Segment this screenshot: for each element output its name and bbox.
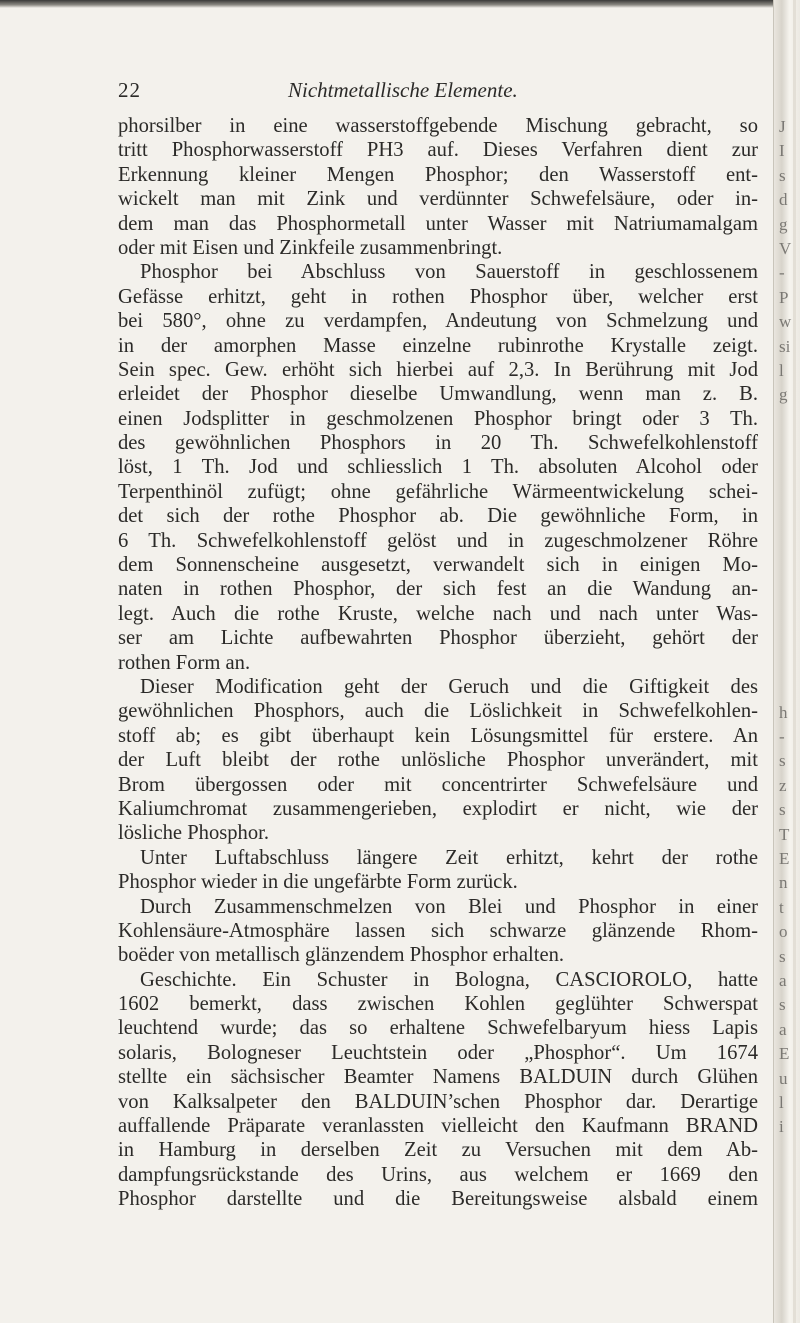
text-line: Dieser Modification geht der Geruch und die Giftigkeit des — [140, 675, 758, 698]
facing-page-fragment: o — [779, 922, 788, 942]
text-line: lösliche Phosphor. — [118, 822, 270, 845]
text-line: dampfungsrückstande des Urins, aus welchem er 1669 den — [118, 1163, 758, 1186]
text-line: naten in rothen Phosphor, der sich fest an die Wandung an- — [118, 578, 758, 601]
text-line: rothen Form an. — [118, 651, 251, 674]
text-line: erleidet der Phosphor dieselbe Umwandlung, wenn man z. B. — [118, 383, 758, 406]
text-line: 1602 bemerkt, dass zwischen Kohlen geglühter Schwerspat — [118, 993, 758, 1016]
text-line: Erkennung kleiner Mengen Phosphor; den Wasserstoff ent- — [118, 163, 758, 186]
scan-top-edge — [0, 0, 800, 8]
text-line: stoff ab; es gibt überhaupt kein Lösungsmittel für erstere. An — [118, 724, 758, 747]
body-text — [118, 114, 758, 1212]
text-line: Brom übergossen oder mit concentrirter Schwefelsäure und — [118, 773, 758, 796]
text-line: gewöhnlichen Phosphors, auch die Löslichkeit in Schwefelkohlen- — [118, 700, 758, 723]
text-line: einen Jodsplitter in geschmolzenen Phosphor bringt oder 3 Th. — [118, 407, 758, 430]
text-line: boëder von metallisch glänzendem Phosphor erhalten. — [118, 944, 565, 967]
text-line: in der amorphen Masse einzelne rubinrothe Krystalle zeigt. — [118, 334, 758, 357]
text-line: Durch Zusammenschmelzen von Blei und Phosphor in einer — [140, 895, 758, 918]
facing-page-fragment: s — [779, 995, 786, 1015]
text-line: Phosphor bei Abschluss von Sauerstoff in geschlossenem — [140, 261, 758, 284]
facing-page-fragment: h — [779, 702, 788, 722]
facing-page-fragment: s — [779, 800, 786, 820]
facing-page-fragment: u — [779, 1068, 788, 1088]
text-line: auffallende Präparate veranlassten vielleicht den Kaufmann BRAND — [118, 1115, 758, 1138]
text-line: des gewöhnlichen Phosphors in 20 Th. Schwefelkohlenstoff — [118, 432, 758, 455]
text-line: Terpenthinöl zufügt; ohne gefährliche Wärmeentwickelung schei- — [118, 480, 758, 503]
text-line: Sein spec. Gew. erhöht sich hierbei auf 2,3. In Berührung mit Jod — [118, 358, 758, 381]
facing-page-fragment: n — [779, 873, 788, 893]
facing-page-fragment: - — [779, 727, 785, 746]
text-line: solaris, Bologneser Leuchtstein oder „Phosphor“. Um 1674 — [118, 1041, 758, 1064]
text-line: oder mit Eisen und Zinkfeile zusammenbringt. — [118, 236, 503, 259]
text-line: Geschichte. Ein Schuster in Bologna, CASCIOROLO, hatte — [140, 968, 758, 991]
text-line: tritt Phosphorwasserstoff PH3 auf. Dieses Verfahren dient zur — [118, 139, 758, 162]
text-line: Unter Luftabschluss längere Zeit erhitzt, kehrt der rothe — [140, 846, 758, 869]
text-line: Gefässe erhitzt, geht in rothen Phosphor über, welcher erst — [118, 285, 758, 308]
facing-page-fragment: i — [779, 1117, 784, 1137]
facing-page-fragment: s — [779, 946, 786, 966]
text-line: bei 580°, ohne zu verdampfen, Andeutung von Schmelzung und — [118, 310, 758, 333]
text-line: stellte ein sächsischer Beamter Namens BALDUIN durch Glühen — [118, 1066, 758, 1089]
text-line: der Luft bleibt der rothe unlösliche Phosphor unverändert, mit — [118, 749, 758, 772]
page-number: 22 — [118, 78, 141, 102]
facing-page-fragment: V — [779, 239, 792, 258]
facing-page-fragment: si — [779, 336, 791, 356]
running-title: Nichtmetallische Elemente. — [288, 78, 518, 102]
facing-page-fragment: T — [779, 824, 790, 844]
text-line: Kohlensäure-Atmosphäre lassen sich schwarze glänzende Rhom- — [118, 919, 758, 942]
text-line: Phosphor wieder in die ungefärbte Form zurück. — [118, 871, 518, 894]
text-line: wickelt man mit Zink und verdünnter Schwefelsäure, oder in- — [118, 188, 758, 211]
text-line: Kaliumchromat zusammengerieben, explodirt er nicht, wie der — [118, 797, 758, 820]
facing-page-fragment: - — [779, 263, 785, 283]
text-line: legt. Auch die rothe Kruste, welche nach und nach unter Was- — [118, 602, 758, 625]
facing-page-fragment: E — [779, 849, 790, 868]
facing-page-fragment: s — [779, 751, 786, 771]
facing-page-fragment: d — [779, 190, 788, 210]
facing-page-fragment: t — [779, 897, 784, 917]
text-line: ser am Lichte aufbewahrten Phosphor überzieht, gehört der — [118, 627, 758, 650]
text-line: dem man das Phosphormetall unter Wasser mit Natriumamalgam — [118, 212, 758, 235]
text-line: von Kalksalpeter den BALDUIN’schen Phosphor dar. Derartige — [118, 1090, 758, 1113]
facing-page-fragment: I — [779, 141, 785, 161]
facing-page-fragment: z — [779, 775, 787, 795]
facing-page-fragment: a — [779, 1019, 787, 1039]
facing-page-fragment: J — [779, 117, 786, 136]
page-edge-line — [793, 0, 796, 1323]
facing-page-fragment: a — [779, 971, 787, 990]
text-line: Phosphor darstellte und die Bereitungsweise alsbald einem — [118, 1188, 758, 1211]
text-line: in Hamburg in derselben Zeit zu Versuchen mit dem Ab- — [118, 1139, 758, 1162]
text-line: phorsilber in eine wasserstoffgebende Mischung gebracht, so — [118, 115, 758, 137]
facing-page-fragment: l — [779, 361, 784, 380]
facing-page-fragment: s — [779, 165, 786, 185]
facing-page-edge — [773, 0, 800, 1323]
text-line: leuchtend wurde; das so erhaltene Schwefelbaryum hiess Lapis — [118, 1017, 758, 1040]
facing-page-fragment: P — [779, 287, 789, 307]
facing-page-fragment: E — [779, 1044, 790, 1064]
text-line: dem Sonnenscheine ausgesetzt, verwandelt sich in einigen Mo- — [118, 554, 758, 577]
facing-page-fragment: g — [779, 385, 788, 405]
text-line: löst, 1 Th. Jod und schliesslich 1 Th. absoluten Alcohol oder — [118, 456, 758, 479]
text-line: det sich der rothe Phosphor ab. Die gewöhnliche Form, in — [118, 505, 758, 528]
facing-page-fragment: g — [779, 214, 788, 234]
text-line: 6 Th. Schwefelkohlenstoff gelöst und in zugeschmolzener Röhre — [118, 529, 758, 552]
facing-page-fragment: l — [779, 1093, 784, 1112]
facing-page-fragment: w — [779, 312, 792, 332]
page-header — [118, 78, 758, 106]
